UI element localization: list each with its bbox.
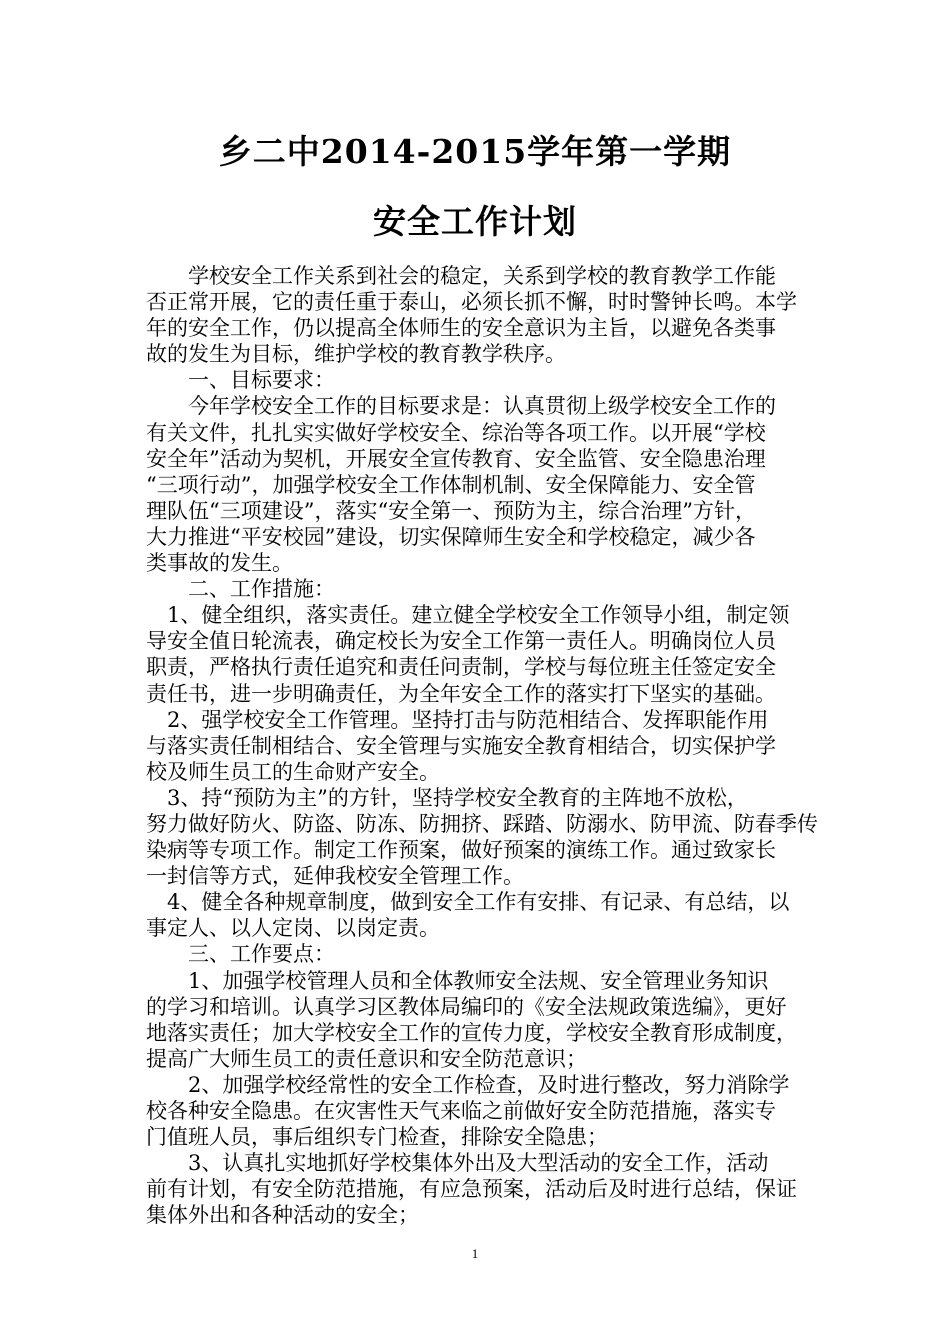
text-line: 类事故的发生。	[146, 551, 293, 576]
text-line: 2、强学校安全工作管理。坚持打击与防范相结合、发挥职能作用	[146, 707, 769, 732]
text-line: 提高广大师生员工的责任意识和安全防范意识；	[146, 1046, 587, 1071]
text-line: 1、健全组织，落实责任。建立健全学校安全工作领导小组，制定领	[146, 603, 790, 628]
text-line: 3、持“预防为主”的方针，坚持学校安全教育的主阵地不放松，	[146, 785, 748, 810]
text-line: 今年学校安全工作的目标要求是：认真贯彻上级学校安全工作的	[146, 394, 776, 419]
text-line: 故的发生为目标，维护学校的教育教学秩序。	[146, 342, 566, 367]
text-line: 2、加强学校经常性的安全工作检查，及时进行整改，努力消除学	[146, 1072, 790, 1097]
text-line: 导安全值日轮流表，确定校长为安全工作第一责任人。明确岗位人员	[146, 629, 776, 654]
text-line: 否正常开展，它的责任重于泰山，必须长抓不懈，时时警钟长鸣。本学	[146, 290, 797, 315]
text-line: 的学习和培训。认真学习区教体局编印的《安全法规政策选编》，更好	[146, 994, 787, 1019]
text-line: 地落实责任；加大学校安全工作的宣传力度，学校安全教育形成制度，	[146, 1020, 797, 1045]
text-line: 大力推进“平安校园”建设，切实保障师生安全和学校稳定，减少各	[146, 524, 756, 549]
text-line: 染病等专项工作。制定工作预案，做好预案的演练工作。通过致家长	[146, 838, 776, 863]
text-line: 一封信等方式，延伸我校安全管理工作。	[146, 864, 524, 889]
text-line: 与落实责任制相结合、安全管理与实施安全教育相结合，切实保护学	[146, 733, 776, 758]
text-line: 年的安全工作，仍以提高全体师生的安全意识为主旨，以避免各类事	[146, 316, 776, 341]
text-line: 责任书，进一步明确责任，为全年安全工作的落实打下坚实的基础。	[146, 681, 776, 706]
text-line: 三、工作要点：	[146, 942, 335, 967]
text-line: 二、工作措施：	[146, 577, 335, 602]
page-number: 1	[471, 1246, 479, 1261]
text-line: 安全年”活动为契机，开展安全宣传教育、安全监管、安全隐患治理	[146, 446, 766, 471]
text-line: 理队伍“三项建设”，落实“安全第一、预防为主，综合治理”方针，	[146, 498, 756, 523]
text-line: 4、健全各种规章制度，做到安全工作有安排、有记录、有总结，以	[146, 890, 790, 915]
text-line: 有关文件，扎扎实实做好学校安全、综治等各项工作。以开展“学校	[146, 420, 766, 445]
text-line: 事定人、以人定岗、以岗定责。	[146, 916, 440, 941]
text-line: 集体外出和各种活动的安全；	[146, 1203, 419, 1228]
text-line: 3、认真扎实地抓好学校集体外出及大型活动的安全工作，活动	[146, 1151, 769, 1176]
text-line: 1、加强学校管理人员和全体教师安全法规、安全管理业务知识	[146, 968, 769, 993]
text-line: 校各种安全隐患。在灾害性天气来临之前做好安全防范措施，落实专	[146, 1099, 776, 1123]
text-line: 门值班人员，事后组织专门检查，排除安全隐患；	[146, 1125, 608, 1150]
document-body	[146, 263, 818, 1228]
text-line: 职责，严格执行责任追究和责任问责制，学校与每位班主任签定安全	[146, 655, 776, 680]
text-line: “三项行动”，加强学校安全工作体制机制、安全保障能力、安全管	[146, 472, 756, 497]
text-line: 学校安全工作关系到社会的稳定，关系到学校的教育教学工作能	[146, 264, 776, 288]
text-line: 前有计划，有安全防范措施，有应急预案，活动后及时进行总结，保证	[146, 1177, 797, 1202]
document-title: 乡二中2014-2015学年第一学期	[218, 132, 732, 171]
document-subtitle: 安全工作计划	[373, 202, 577, 241]
text-line: 一、目标要求：	[146, 368, 335, 393]
text-line: 校及师生员工的生命财产安全。	[146, 759, 440, 784]
text-line: 努力做好防火、防盗、防冻、防拥挤、踩踏、防溺水、防甲流、防春季传	[146, 811, 818, 836]
